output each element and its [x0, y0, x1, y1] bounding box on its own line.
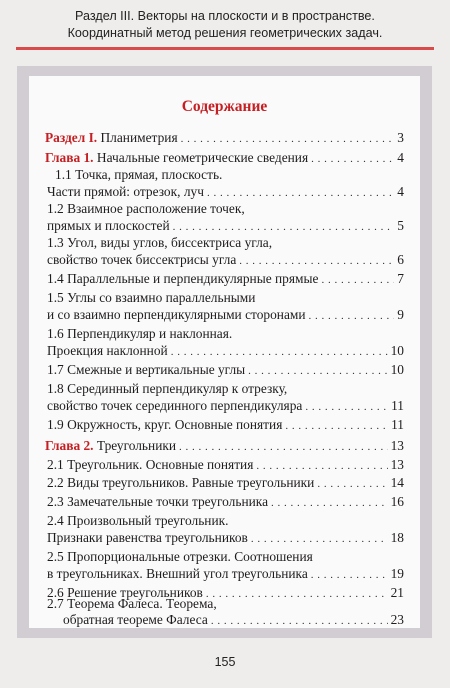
page-ref: 23 [390, 612, 404, 627]
entry-text: 2.3 Замечательные точки треугольника [47, 494, 269, 509]
dot-leader [311, 567, 388, 584]
dot-leader [211, 613, 388, 630]
entry-text: и со взаимно перпендикулярными сторонами [47, 307, 306, 322]
page-ref: 13 [390, 457, 404, 472]
entry-text: 1.9 Окружность, круг. Основные понятия [47, 417, 283, 432]
toc-entry-2-7[interactable] [63, 611, 404, 628]
dot-leader [317, 476, 387, 493]
dot-leader [179, 439, 388, 456]
entry-text: Треугольники [96, 438, 177, 453]
toc-title: Содержание [181, 98, 268, 115]
toc-entry-1-5-line-1: 1.5 Углы со взаимно параллельными [47, 290, 256, 305]
entry-text: Признаки равенства треугольников [47, 530, 248, 545]
toc-entry-1-2[interactable] [47, 217, 404, 234]
entry-text: 2.1 Треугольник. Основные понятия [47, 457, 254, 472]
page-ref: 21 [390, 585, 404, 600]
toc-entry-1-5[interactable] [47, 306, 404, 323]
toc-entry-2-2[interactable] [47, 474, 404, 491]
entry-text: 2.6 Решение треугольников [47, 585, 203, 600]
toc-entry-1-9[interactable] [47, 416, 404, 433]
page-ref: 19 [390, 566, 404, 581]
toc-entry-1-2-line-1: 1.2 Взаимное расположение точек, [47, 201, 245, 216]
dot-leader [321, 272, 394, 289]
dot-leader [171, 344, 388, 361]
entry-text: Проекция наклонной [47, 343, 168, 358]
toc-entry-1-3-line-1: 1.3 Угол, виды углов, биссектриса угла, [47, 235, 273, 250]
toc-entry-1-4[interactable] [47, 270, 404, 287]
running-header-line-1: Раздел III. Векторы на плоскости и в пространстве. [75, 9, 375, 23]
running-header [0, 8, 450, 42]
section-label: Раздел I. [45, 130, 98, 145]
page-ref: 10 [390, 343, 404, 358]
toc-entry-1-1[interactable] [47, 183, 404, 200]
entry-text: в треугольниках. Внешний угол треугольника [47, 566, 308, 581]
page-ref: 10 [390, 362, 404, 377]
toc-entry-1-6-line-1: 1.6 Перпендикуляр и наклонная. [47, 326, 233, 341]
page-ref: 7 [397, 271, 404, 286]
toc-entry-2-5-line-1: 2.5 Пропорциональные отрезки. Соотношения [47, 549, 313, 564]
toc-entry-2-4[interactable] [47, 529, 404, 546]
toc-entry-section-1[interactable] [45, 129, 404, 146]
toc-card [29, 76, 420, 628]
toc-entry-1-3[interactable] [47, 251, 404, 268]
dot-leader [305, 399, 388, 416]
page-ref: 16 [390, 494, 404, 509]
toc-entry-chapter-1[interactable] [45, 149, 404, 166]
page-ref: 14 [390, 475, 404, 490]
toc-entry-1-1-line-1: 1.1 Точка, прямая, плоскость. [55, 167, 223, 182]
entry-text: прямых и плоскостей [47, 218, 170, 233]
page-number: 155 [214, 655, 236, 669]
dot-leader [285, 418, 388, 435]
toc-entry-2-4-line-1: 2.4 Произвольный треугольник. [47, 513, 229, 528]
page-ref: 13 [390, 438, 404, 453]
entry-text: Части прямой: отрезок, луч [47, 184, 204, 199]
page-ref: 9 [397, 307, 404, 322]
entry-text: Начальные геометрические сведения [96, 150, 309, 165]
entry-text: 1.4 Параллельные и перпендикулярные прямые [47, 271, 319, 286]
toc-entry-2-1[interactable] [47, 456, 404, 473]
toc-entry-2-7-line-1: 2.7 Теорема Фалеса. Теорема, [47, 596, 217, 611]
toc-entry-1-8-line-1: 1.8 Серединный перпендикуляр к отрезку, [47, 381, 288, 396]
entry-text: обратная теореме Фалеса [63, 612, 208, 627]
chapter-label: Глава 2. [45, 438, 94, 453]
toc-entry-1-7[interactable] [47, 361, 404, 378]
entry-text: 2.2 Виды треугольников. Равные треугольники [47, 475, 315, 490]
dot-leader [251, 531, 388, 548]
dot-leader [309, 308, 395, 325]
page-ref: 4 [397, 150, 404, 165]
toc-entry-1-6[interactable] [47, 342, 404, 359]
dot-leader [271, 495, 388, 512]
header-rule [16, 47, 434, 50]
chapter-label: Глава 1. [45, 150, 94, 165]
running-header-line-2: Координатный метод решения геометрических задач. [67, 26, 383, 40]
dot-leader [311, 151, 394, 168]
page-ref: 5 [397, 218, 404, 233]
toc-entry-chapter-2[interactable] [45, 437, 404, 454]
toc-entry-2-5[interactable] [47, 565, 404, 582]
page-ref: 6 [397, 252, 404, 267]
entry-text: свойство точек серединного перпендикуляра [47, 398, 303, 413]
entry-text: 1.7 Смежные и вертикальные углы [47, 362, 246, 377]
dot-leader [181, 131, 395, 148]
dot-leader [206, 586, 388, 603]
toc-entry-1-8[interactable] [47, 397, 404, 414]
page-ref: 3 [397, 130, 404, 145]
dot-leader [239, 253, 394, 270]
page-ref: 11 [391, 417, 404, 432]
entry-text: Планиметрия [100, 130, 178, 145]
dot-leader [256, 458, 387, 475]
toc-entry-2-3[interactable] [47, 493, 404, 510]
page-ref: 4 [397, 184, 404, 199]
page-ref: 11 [391, 398, 404, 413]
entry-text: свойство точек биссектрисы угла [47, 252, 237, 267]
dot-leader [248, 363, 387, 380]
page-ref: 18 [390, 530, 404, 545]
